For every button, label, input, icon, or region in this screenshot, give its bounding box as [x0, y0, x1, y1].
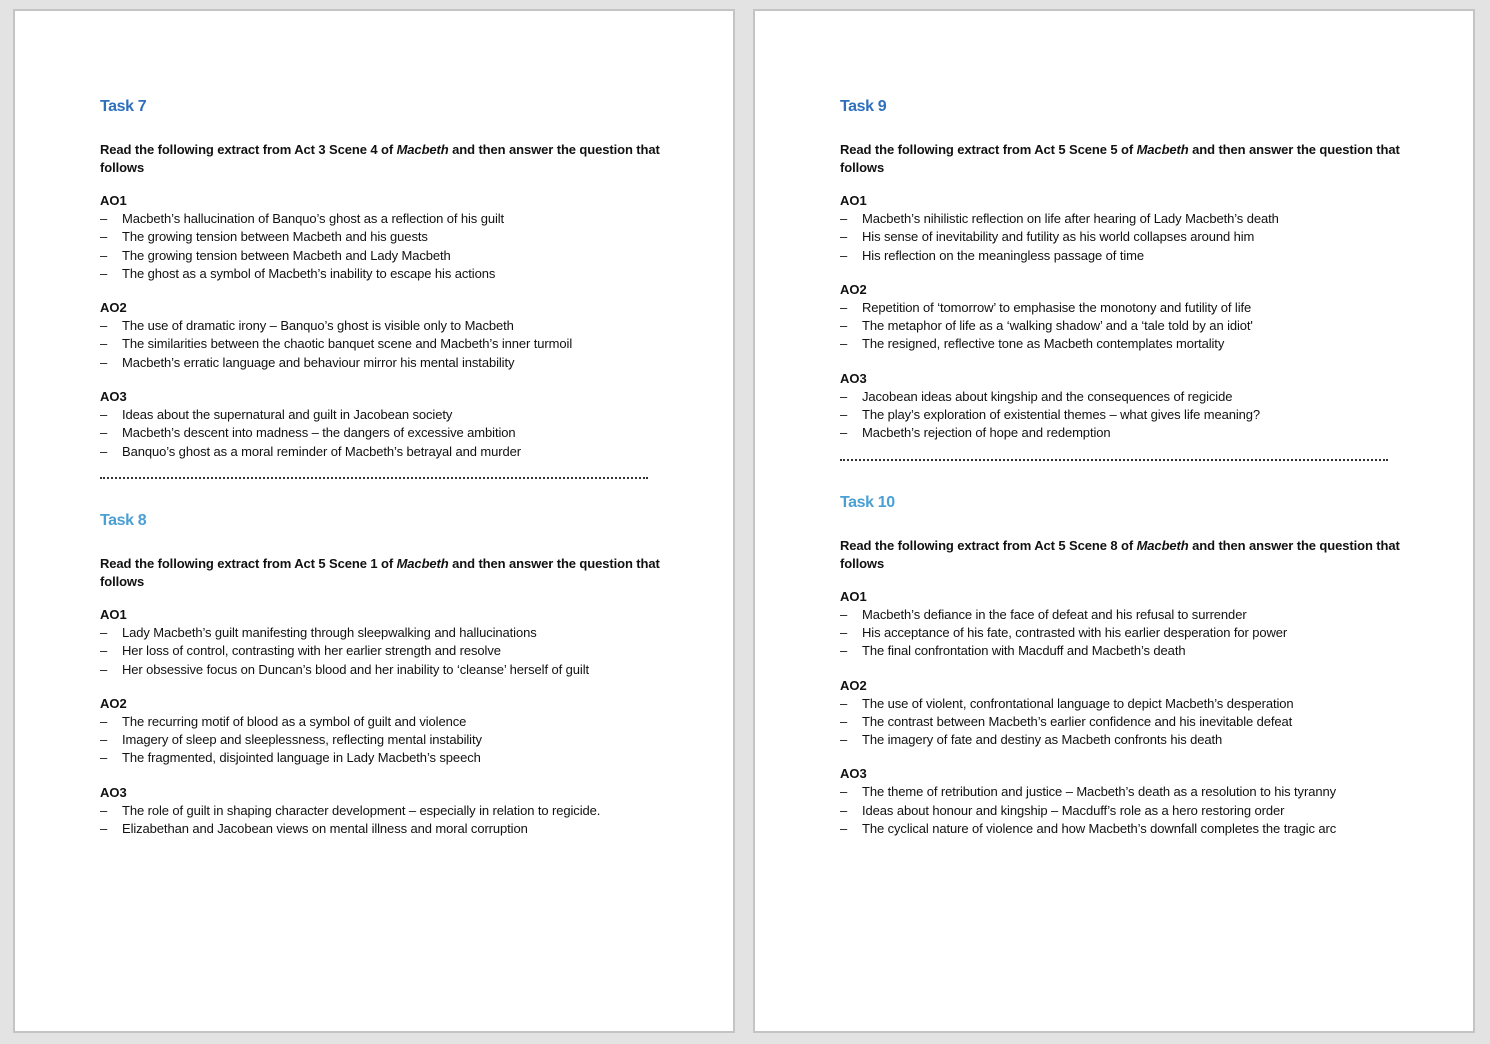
- list-item: [840, 228, 1400, 246]
- bullet-list: [840, 695, 1400, 750]
- dash-bullet-icon: –: [100, 247, 108, 263]
- list-item: [100, 228, 660, 246]
- task-heading: Task 7: [100, 98, 147, 115]
- assessment-objective-label: AO2: [100, 695, 127, 711]
- bullet-list: [840, 606, 1400, 661]
- dash-bullet-icon: –: [100, 643, 108, 659]
- list-item: [840, 406, 1400, 424]
- instruction-text: Read the following extract from Act 5 Scene 8 of: [840, 537, 1137, 553]
- bullet-list: [840, 783, 1400, 838]
- assessment-objective-label: AO3: [100, 784, 127, 800]
- instruction-text: and then answer the question that follows: [100, 142, 660, 175]
- assessment-objective-block: [100, 192, 660, 283]
- dash-bullet-icon: –: [100, 318, 108, 334]
- list-item: [840, 731, 1400, 749]
- list-item-text: Lady Macbeth’s guilt manifesting through sleepwalking and hallucinations: [122, 624, 537, 640]
- list-item-text: The contrast between Macbeth’s earlier confidence and his inevitable defeat: [862, 713, 1293, 729]
- task-section: [840, 95, 1400, 443]
- assessment-objective-block: [840, 588, 1400, 661]
- list-item-text: Imagery of sleep and sleeplessness, reflecting mental instability: [122, 732, 482, 748]
- dash-bullet-icon: –: [100, 229, 108, 245]
- assessment-objective-label: AO1: [100, 606, 127, 622]
- list-item-text: His sense of inevitability and futility as his world collapses around him: [862, 229, 1255, 245]
- bullet-list: [840, 388, 1400, 443]
- page-content: [840, 95, 1400, 854]
- instruction-text: Read the following extract from Act 5 Scene 1 of: [100, 555, 397, 571]
- bullet-list: [840, 299, 1400, 354]
- list-item-text: Elizabethan and Jacobean views on mental illness and moral corruption: [122, 821, 528, 837]
- list-item: [100, 731, 660, 749]
- task-instruction: [840, 537, 1400, 573]
- list-item-text: Macbeth’s erratic language and behaviour mirror his mental instability: [122, 354, 515, 370]
- list-item: [100, 749, 660, 767]
- assessment-objective-block: [100, 784, 660, 839]
- task-instruction: [840, 141, 1400, 177]
- dash-bullet-icon: –: [100, 443, 108, 459]
- bullet-list: [100, 624, 660, 679]
- dash-bullet-icon: –: [840, 624, 848, 640]
- list-item-text: Jacobean ideas about kingship and the consequences of regicide: [862, 388, 1233, 404]
- list-item-text: Repetition of ‘tomorrow’ to emphasise the monotony and futility of life: [862, 299, 1252, 315]
- dotted-separator: [840, 459, 1388, 461]
- list-item-text: The metaphor of life as a ‘walking shadow’ and a ‘tale told by an idiot': [862, 318, 1253, 334]
- list-item-text: The use of violent, confrontational language to depict Macbeth’s desperation: [862, 695, 1294, 711]
- assessment-objective-block: [100, 695, 660, 768]
- play-title: Macbeth: [396, 555, 449, 571]
- list-item-text: Macbeth’s rejection of hope and redemption: [862, 425, 1111, 441]
- instruction-text: and then answer the question that follows: [100, 555, 660, 589]
- list-item: [100, 265, 660, 283]
- bullet-list: [100, 406, 660, 461]
- assessment-objective-block: [840, 281, 1400, 354]
- list-item: [100, 317, 660, 335]
- page-content: [100, 95, 660, 854]
- document-page-left: [13, 9, 735, 1033]
- assessment-objective-label: AO2: [100, 300, 127, 316]
- bullet-list: [100, 713, 660, 768]
- list-item-text: Macbeth’s nihilistic reflection on life after hearing of Lady Macbeth’s death: [862, 211, 1279, 226]
- assessment-objective-label: AO1: [840, 193, 867, 208]
- list-item: [100, 661, 660, 679]
- list-item-text: Macbeth’s descent into madness – the dangers of excessive ambition: [122, 425, 516, 441]
- assessment-objective-block: [840, 370, 1400, 443]
- list-item: [100, 406, 660, 424]
- assessment-objective-block: [100, 606, 660, 679]
- bullet-list: [840, 210, 1400, 265]
- list-item-text: Ideas about honour and kingship – Macduff’s role as a hero restoring order: [862, 802, 1285, 818]
- list-item: [100, 210, 660, 228]
- list-item: [100, 820, 660, 838]
- task-heading: Task 8: [100, 511, 147, 529]
- task-instruction: [100, 555, 660, 591]
- play-title: Macbeth: [1136, 142, 1189, 157]
- task-heading: Task 10: [840, 493, 895, 511]
- list-item-text: Her obsessive focus on Duncan’s blood and her inability to ‘cleanse’ herself of guilt: [122, 661, 589, 677]
- assessment-objective-block: [100, 388, 660, 461]
- list-item-text: The theme of retribution and justice – Macbeth’s death as a resolution to his tyranny: [862, 784, 1336, 800]
- list-item-text: The recurring motif of blood as a symbol of guilt and violence: [122, 713, 467, 729]
- list-item-text: The growing tension between Macbeth and his guests: [122, 229, 428, 245]
- list-item-text: The ghost as a symbol of Macbeth’s inability to escape his actions: [122, 265, 496, 281]
- dash-bullet-icon: –: [840, 336, 848, 352]
- dash-bullet-icon: –: [840, 802, 848, 818]
- list-item-text: The use of dramatic irony – Banquo’s ghost is visible only to Macbeth: [122, 318, 514, 334]
- list-item-text: The resigned, reflective tone as Macbeth contemplates mortality: [862, 336, 1225, 352]
- dash-bullet-icon: –: [840, 732, 848, 748]
- list-item-text: The growing tension between Macbeth and Lady Macbeth: [122, 247, 451, 263]
- list-item-text: The imagery of fate and destiny as Macbeth confronts his death: [862, 732, 1223, 748]
- list-item-text: Her loss of control, contrasting with her earlier strength and resolve: [122, 643, 501, 659]
- list-item-text: The play’s exploration of existential themes – what gives life meaning?: [862, 407, 1261, 423]
- dash-bullet-icon: –: [840, 606, 848, 622]
- list-item: [840, 695, 1400, 713]
- instruction-text: and then answer the question that follows: [840, 537, 1400, 571]
- assessment-objective-block: [840, 677, 1400, 750]
- dash-bullet-icon: –: [100, 211, 108, 226]
- assessment-objective-label: AO3: [840, 766, 867, 782]
- bullet-list: [100, 317, 660, 372]
- dash-bullet-icon: –: [840, 695, 848, 711]
- document-page-right: [753, 9, 1475, 1033]
- dash-bullet-icon: –: [100, 661, 108, 677]
- instruction-text: and then answer the question that follows: [840, 142, 1400, 175]
- dash-bullet-icon: –: [840, 388, 848, 404]
- list-item-text: Macbeth’s hallucination of Banquo’s ghost as a reflection of his guilt: [122, 211, 505, 226]
- list-item: [100, 802, 660, 820]
- task-instruction: [100, 141, 660, 177]
- dash-bullet-icon: –: [840, 318, 848, 334]
- list-item-text: The cyclical nature of violence and how Macbeth’s downfall completes the tragic arc: [862, 821, 1337, 837]
- assessment-objective-block: [840, 192, 1400, 265]
- dash-bullet-icon: –: [100, 354, 108, 370]
- list-item-text: The similarities between the chaotic banquet scene and Macbeth’s inner turmoil: [122, 336, 573, 352]
- list-item: [100, 642, 660, 660]
- list-item-text: Banquo’s ghost as a moral reminder of Macbeth’s betrayal and murder: [122, 443, 521, 459]
- assessment-objective-block: [100, 299, 660, 372]
- list-item: [100, 713, 660, 731]
- list-item: [100, 624, 660, 642]
- dash-bullet-icon: –: [840, 407, 848, 423]
- dotted-separator: [100, 477, 648, 479]
- dash-bullet-icon: –: [100, 821, 108, 837]
- list-item: [100, 335, 660, 353]
- dash-bullet-icon: –: [100, 624, 108, 640]
- dash-bullet-icon: –: [100, 802, 108, 818]
- dash-bullet-icon: –: [100, 265, 108, 281]
- assessment-objective-label: AO2: [840, 677, 867, 693]
- list-item: [840, 606, 1400, 624]
- list-item-text: His reflection on the meaningless passage of time: [862, 247, 1144, 263]
- dash-bullet-icon: –: [100, 336, 108, 352]
- list-item: [840, 247, 1400, 265]
- list-item: [100, 354, 660, 372]
- bullet-list: [100, 802, 660, 839]
- dash-bullet-icon: –: [840, 784, 848, 800]
- dash-bullet-icon: –: [100, 732, 108, 748]
- instruction-text: Read the following extract from Act 3 Scene 4 of: [100, 142, 397, 157]
- task-heading: Task 9: [840, 98, 887, 115]
- dash-bullet-icon: –: [840, 247, 848, 263]
- dash-bullet-icon: –: [840, 821, 848, 837]
- assessment-objective-label: AO1: [840, 588, 867, 604]
- dash-bullet-icon: –: [100, 407, 108, 423]
- list-item-text: The role of guilt in shaping character development – especially in relation to regicide.: [122, 802, 601, 818]
- list-item-text: The final confrontation with Macduff and Macbeth’s death: [862, 643, 1186, 659]
- list-item: [100, 247, 660, 265]
- list-item: [840, 642, 1400, 660]
- dash-bullet-icon: –: [840, 211, 848, 226]
- bullet-list: [100, 210, 660, 283]
- dash-bullet-icon: –: [840, 425, 848, 441]
- dash-bullet-icon: –: [100, 713, 108, 729]
- list-item-text: The fragmented, disjointed language in Lady Macbeth’s speech: [122, 750, 481, 766]
- dash-bullet-icon: –: [840, 643, 848, 659]
- list-item: [840, 802, 1400, 820]
- instruction-text: Read the following extract from Act 5 Scene 5 of: [840, 142, 1137, 157]
- list-item: [840, 424, 1400, 442]
- list-item: [100, 443, 660, 461]
- task-section: [100, 509, 660, 838]
- assessment-objective-label: AO1: [100, 193, 127, 208]
- dash-bullet-icon: –: [840, 713, 848, 729]
- list-item: [840, 335, 1400, 353]
- dash-bullet-icon: –: [100, 425, 108, 441]
- list-item: [840, 783, 1400, 801]
- assessment-objective-label: AO3: [840, 370, 867, 386]
- dash-bullet-icon: –: [100, 750, 108, 766]
- list-item: [840, 624, 1400, 642]
- assessment-objective-label: AO2: [840, 281, 867, 297]
- play-title: Macbeth: [396, 142, 449, 157]
- list-item: [840, 299, 1400, 317]
- list-item: [840, 317, 1400, 335]
- list-item-text: Ideas about the supernatural and guilt in Jacobean society: [122, 407, 453, 423]
- list-item: [840, 388, 1400, 406]
- list-item: [100, 424, 660, 442]
- dash-bullet-icon: –: [840, 229, 848, 245]
- list-item: [840, 210, 1400, 228]
- list-item-text: His acceptance of his fate, contrasted with his earlier desperation for power: [862, 624, 1288, 640]
- list-item: [840, 713, 1400, 731]
- dash-bullet-icon: –: [840, 299, 848, 315]
- list-item: [840, 820, 1400, 838]
- assessment-objective-label: AO3: [100, 389, 127, 405]
- task-section: [840, 491, 1400, 839]
- play-title: Macbeth: [1136, 537, 1189, 553]
- list-item-text: Macbeth’s defiance in the face of defeat and his refusal to surrender: [862, 606, 1247, 622]
- assessment-objective-block: [840, 765, 1400, 838]
- task-section: [100, 95, 660, 461]
